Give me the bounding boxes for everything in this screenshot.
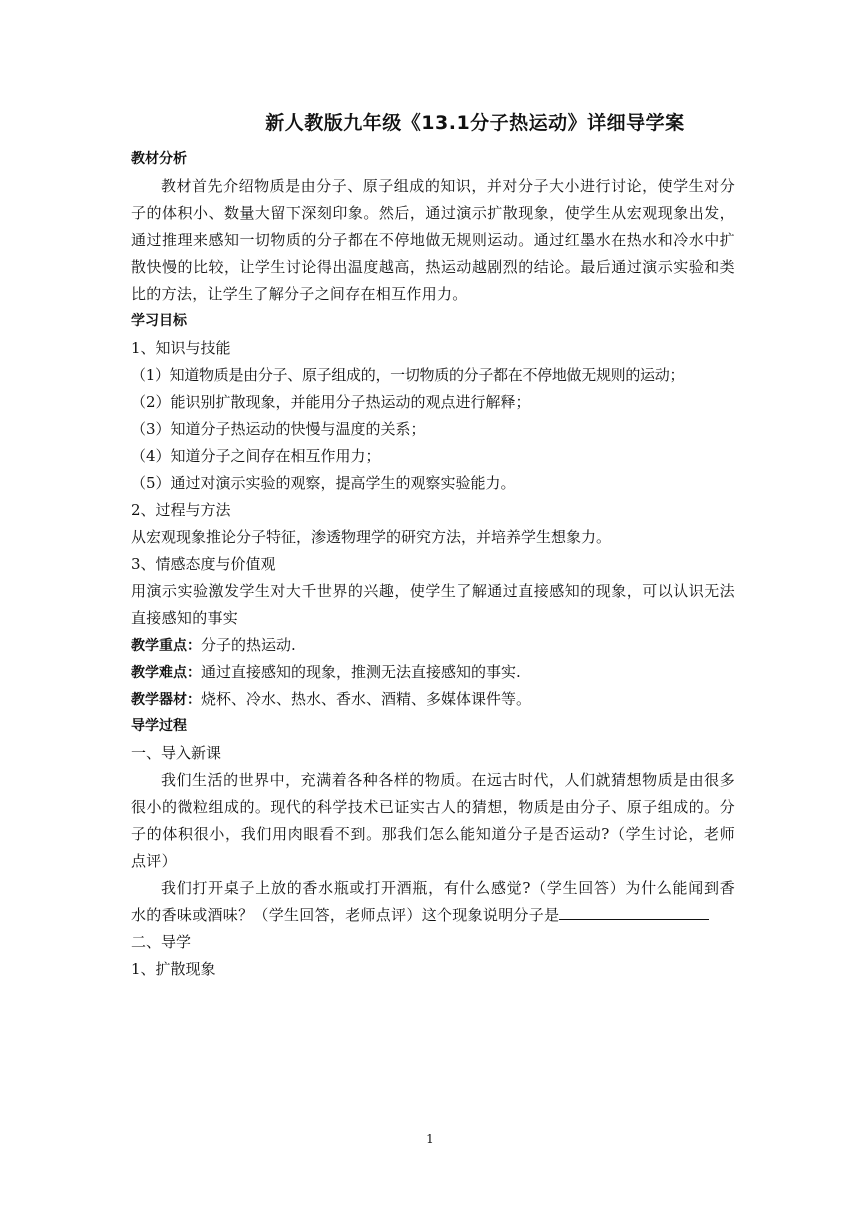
key-point-text: 分子的热运动. [201,636,296,654]
difficulty-label: 教学难点： [131,665,201,681]
goal-item: （5）通过对演示实验的观察，提高学生的观察实验能力。 [131,474,516,492]
difficulty-text: 通过直接感知的现象，推测无法直接感知的事实. [201,663,521,681]
document-title: 新人教版九年级《13.1分子热运动》详细导学案 [265,112,685,134]
key-point [131,632,735,659]
goals-subheading-method: 2、过程与方法 [131,501,231,519]
equipment-text: 烧杯、冷水、热水、香水、酒精、多媒体课件等。 [201,690,532,708]
equipment [131,686,735,713]
process-part-intro: 一、导入新课 [131,744,222,762]
page-number: 1 [426,1132,434,1146]
section-heading-process: 导学过程 [131,718,187,734]
goals-attitude-text: 用演示实验激发学生对大千世界的兴趣，使学生了解通过直接感知的现象，可以认识无法直接感知的事实 [131,582,735,627]
fill-in-blank [559,904,709,920]
equipment-label: 教学器材： [131,692,201,708]
process-part-guide: 二、导学 [131,933,192,951]
process-sub-diffusion: 1、扩散现象 [131,960,216,978]
key-point-label: 教学重点： [131,638,201,654]
process-intro-paragraph-2 [131,875,735,929]
analysis-paragraph: 教材首先介绍物质是由分子、原子组成的知识，并对分子大小进行讨论，使学生对分子的体积小、数量大留下深刻印象。然后，通过演示扩散现象，使学生从宏观现象出发，通过推理来感知一切物质的分子都在不停地做无规则运动。通过红墨水在热水和冷水中扩散快慢的比较，让学生讨论得出温度越高，热运动越剧烈的结论。最后通过演示实验和类比的方法，让学生了解分子之间存在相互作用力。 [131,177,735,303]
goals-subheading-knowledge: 1、知识与技能 [131,339,231,357]
section-heading-analysis: 教材分析 [131,151,187,167]
difficulty [131,659,735,686]
process-intro-paragraph-2-text: 我们打开桌子上放的香水瓶或打开酒瓶，有什么感觉?（学生回答）为什么能闻到香水的香味或酒味？（学生回答，老师点评）这个现象说明分子是 [131,879,735,924]
document-body [131,146,735,983]
process-intro-paragraph-1: 我们生活的世界中，充满着各种各样的物质。在远古时代，人们就猜想物质是由很多很小的微粒组成的。现代的科学技术已证实古人的猜想，物质是由分子、原子组成的。分子的体积很小，我们用肉眼看不到。那我们怎么能知道分子是否运动?（学生讨论，老师点评） [131,771,735,870]
goals-method-text: 从宏观现象推论分子特征，渗透物理学的研究方法，并培养学生想象力。 [131,528,612,546]
section-heading-goals: 学习目标 [131,313,187,329]
goal-item: （2）能识别扩散现象，并能用分子热运动的观点进行解释； [131,393,531,411]
goal-item: （4）知道分子之间存在相互作用力； [131,447,381,465]
goals-subheading-attitude: 3、情感态度与价值观 [131,555,276,573]
goal-item: （3）知道分子热运动的快慢与温度的关系； [131,420,426,438]
goal-item: （1）知道物质是由分子、原子组成的，一切物质的分子都在不停地做无规则的运动； [131,366,685,384]
